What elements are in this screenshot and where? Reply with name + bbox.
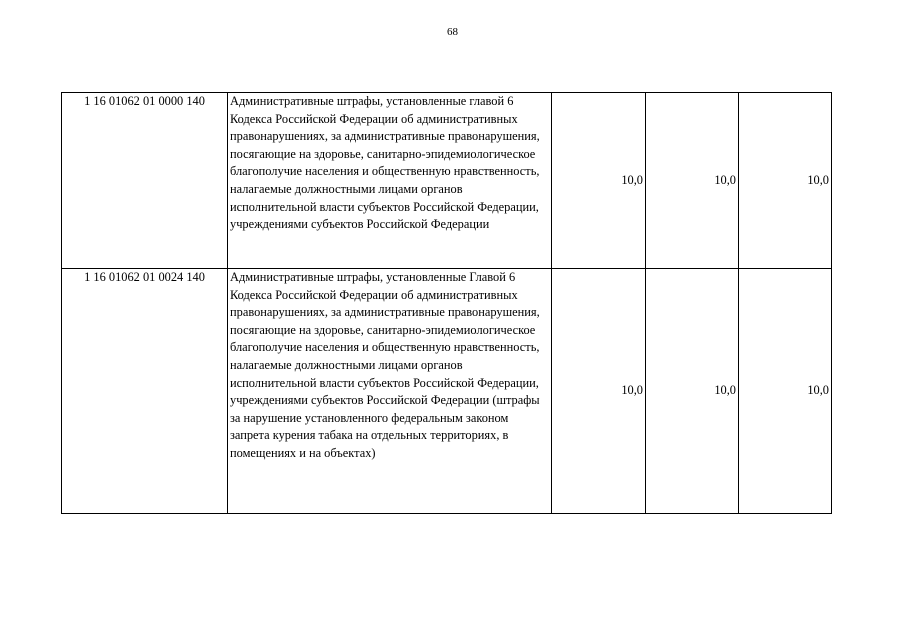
amount-cell: 10,0: [739, 269, 832, 514]
budget-classification-code: 1 16 01062 01 0000 140: [62, 93, 228, 269]
amount-cell: 10,0: [552, 269, 646, 514]
table-row: [62, 269, 832, 514]
revenue-table: [61, 92, 832, 514]
amount-cell: 10,0: [646, 269, 739, 514]
budget-classification-code: 1 16 01062 01 0024 140: [62, 269, 228, 514]
revenue-description: Административные штрафы, установленные Главой 6 Кодекса Российской Федерации об административных правонарушениях, за административные правонарушения, посягающие на здоровье, санитарно-эпидемиологическое благополучие населения и общественную нравственность, налагаемые должностными лицами органов исполнительной власти субъектов Российской Федерации, учреждениями субъектов Российской Федерации (штрафы за нарушение установленного федеральным законом запрета курения табака на отдельных территориях, в помещениях и на объектах): [228, 269, 552, 514]
amount-cell: 10,0: [646, 93, 739, 269]
revenue-description: Административные штрафы, установленные главой 6 Кодекса Российской Федерации об административных правонарушениях, за административные правонарушения, посягающие на здоровье, санитарно-эпидемиологическое благополучие населения и общественную нравственность, налагаемые должностными лицами органов исполнительной власти субъектов Российской Федерации, учреждениями субъектов Российской Федерации: [228, 93, 552, 269]
table-row: [62, 93, 832, 269]
amount-cell: 10,0: [739, 93, 832, 269]
amount-cell: 10,0: [552, 93, 646, 269]
page-number: 68: [447, 26, 458, 38]
